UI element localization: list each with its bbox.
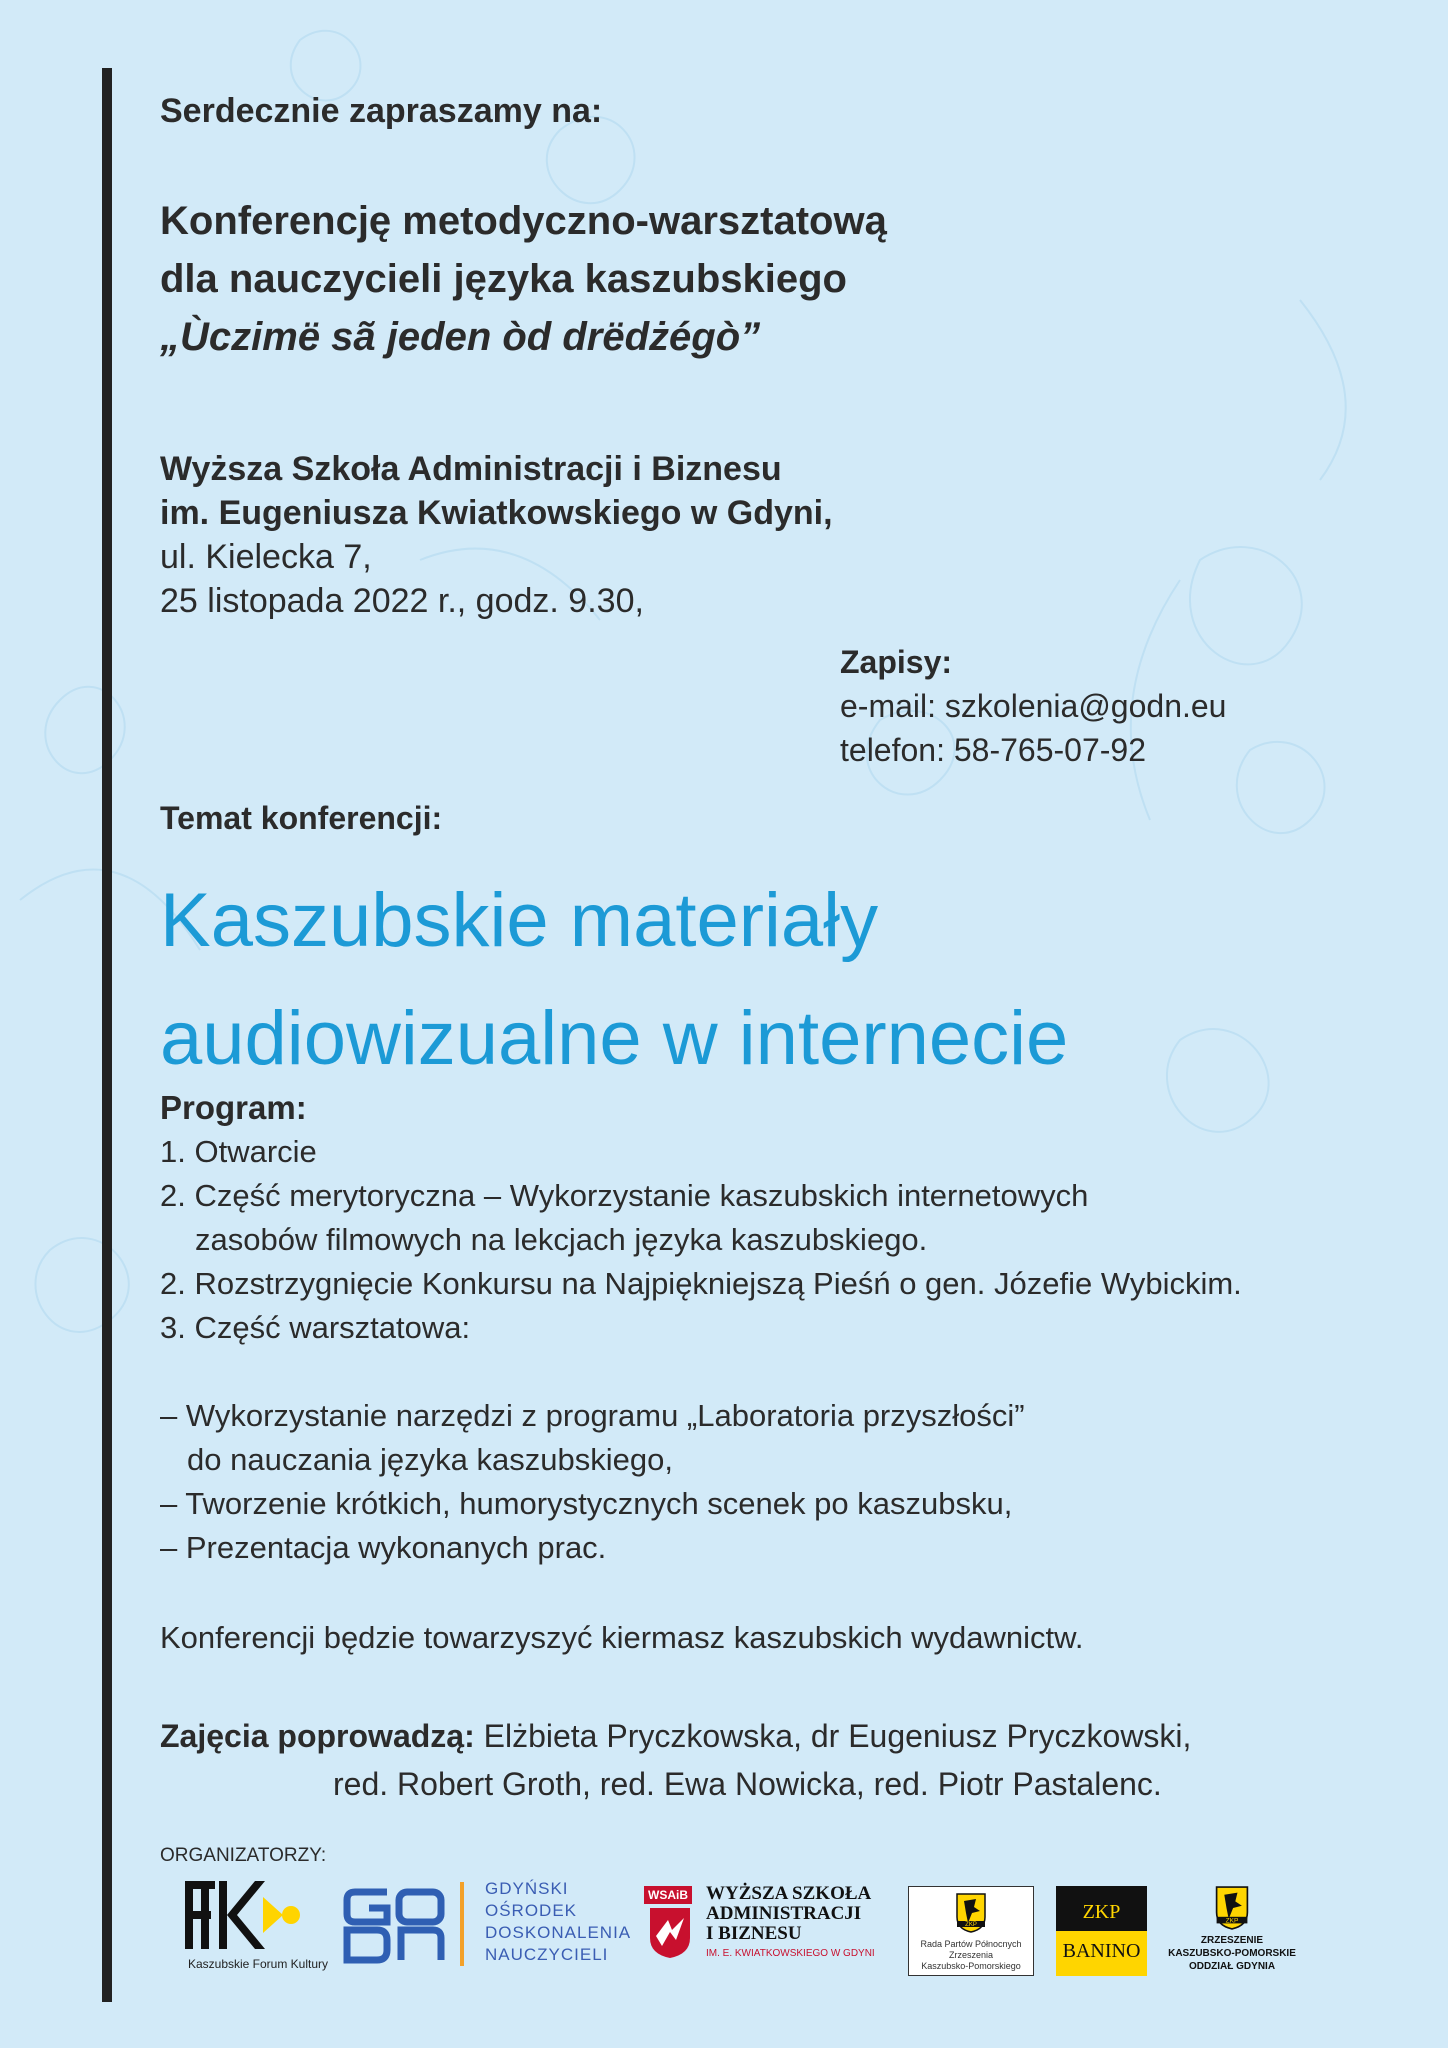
program-label: Program: bbox=[160, 1089, 307, 1126]
svg-text:ZKP: ZKP bbox=[1225, 1917, 1239, 1925]
event-datetime: 25 listopada 2022 r., godz. 9.30, bbox=[160, 582, 644, 620]
theme-line-2: audiowizualne w internecie bbox=[160, 996, 1069, 1081]
workshop-item: – Prezentacja wykonanych prac. bbox=[160, 1530, 607, 1565]
zkp-banino-top: ZKP bbox=[1082, 1901, 1121, 1923]
program-item: 1. Otwarcie bbox=[160, 1134, 317, 1169]
zkp-gdynia-logo bbox=[1162, 1886, 1302, 1981]
book-fair-note: Konferencji będzie towarzyszyć kiermasz kaszubskich wydawnictw. bbox=[160, 1620, 1084, 1655]
wsaib-subtitle: IM. E. KWIATKOWSKIEGO W GDYNI bbox=[706, 1948, 875, 1959]
griffin-crest-icon bbox=[956, 1893, 986, 1933]
workshop-item-continued: do nauczania języka kaszubskiego, bbox=[187, 1442, 673, 1477]
godn-mark-icon bbox=[343, 1886, 447, 1966]
theme-line-1: Kaszubskie materiały bbox=[160, 878, 879, 963]
godn-logo bbox=[343, 1878, 643, 1973]
wsaib-name: WYŻSZA SZKOŁA ADMINISTRACJI I BIZNESU bbox=[706, 1883, 872, 1944]
svg-text:ZKP: ZKP bbox=[965, 1922, 977, 1928]
title-kashubian-motto: „Ùczimë sã jeden òd drëdżégò” bbox=[160, 315, 761, 359]
venue-name-line-2: im. Eugeniusza Kwiatkowskiego w Gdyni, bbox=[160, 494, 833, 532]
left-vertical-rule bbox=[102, 68, 112, 2002]
kaszubskie-forum-kultury-logo bbox=[183, 1875, 329, 1975]
leaders-line-2: red. Robert Groth, red. Ewa Nowicka, red. Piotr Pastalenc. bbox=[333, 1766, 1162, 1802]
registration-email[interactable]: e-mail: szkolenia@godn.eu bbox=[840, 688, 1227, 724]
title-line-1: Konferencję metodyczno-warsztatową bbox=[160, 199, 887, 243]
organizers-label: ORGANIZATORZY: bbox=[160, 1845, 327, 1866]
zkp-gdynia-text: ZRZESZENIE KASZUBSKO-POMORSKIE ODDZIAŁ GDYNIA bbox=[1168, 1935, 1296, 1972]
godn-text: GDYŃSKI OŚRODEK DOSKONALENIA NAUCZYCIELI bbox=[485, 1879, 632, 1964]
fk-caption: Kaszubskie Forum Kultury bbox=[187, 1957, 329, 1971]
registration-phone[interactable]: telefon: 58-765-07-92 bbox=[840, 732, 1146, 768]
registration-label: Zapisy: bbox=[840, 644, 953, 680]
theme-label: Temat konferencji: bbox=[160, 800, 443, 836]
program-item: 3. Część warsztatowa: bbox=[160, 1310, 471, 1345]
zkp-banino-bottom: BANINO bbox=[1062, 1940, 1141, 1962]
venue-address: ul. Kielecka 7, bbox=[160, 538, 372, 576]
rada-text: Rada Partów Północnych Zrzeszenia Kaszubsko-Pomorskiego bbox=[920, 1939, 1022, 1971]
wsaib-emblem-icon bbox=[646, 1906, 694, 1960]
invitation-intro: Serdecznie zapraszamy na: bbox=[160, 92, 603, 130]
leaders-line-1: Elżbieta Pryczkowska, dr Eugeniusz Pryczkowski, bbox=[474, 1718, 1192, 1754]
zkp-banino-logo bbox=[1056, 1886, 1147, 1976]
leaders-label: Zajęcia poprowadzą: bbox=[160, 1718, 475, 1754]
program-item: 2. Rozstrzygnięcie Konkursu na Najpiękniejszą Pieśń o gen. Józefie Wybickim. bbox=[160, 1266, 1242, 1301]
program-item-continued: zasobów filmowych na lekcjach języka kaszubskiego. bbox=[195, 1222, 928, 1257]
workshop-item: – Wykorzystanie narzędzi z programu „Laboratoria przyszłości” bbox=[160, 1398, 1025, 1433]
venue-name-line-1: Wyższa Szkoła Administracji i Biznesu bbox=[160, 450, 782, 488]
program-item: 2. Część merytoryczna – Wykorzystanie kaszubskich internetowych bbox=[160, 1178, 1089, 1213]
griffin-crest-icon bbox=[1215, 1886, 1249, 1930]
program-block bbox=[160, 1086, 1242, 1570]
conference-title bbox=[160, 192, 887, 366]
rada-partow-polnocnych-logo bbox=[908, 1886, 1034, 1976]
leaders-block bbox=[160, 1712, 1191, 1808]
conference-theme bbox=[160, 862, 1068, 1098]
venue-block bbox=[160, 447, 833, 623]
registration-block bbox=[840, 640, 1226, 772]
title-line-2: dla nauczycieli języka kaszubskiego bbox=[160, 257, 847, 301]
wsaib-tag: WSAiB bbox=[644, 1886, 692, 1904]
fk-mark-icon bbox=[183, 1875, 318, 1955]
wsaib-logo bbox=[644, 1882, 894, 1977]
workshop-item: – Tworzenie krótkich, humorystycznych scenek po kaszubsku, bbox=[160, 1486, 1013, 1521]
